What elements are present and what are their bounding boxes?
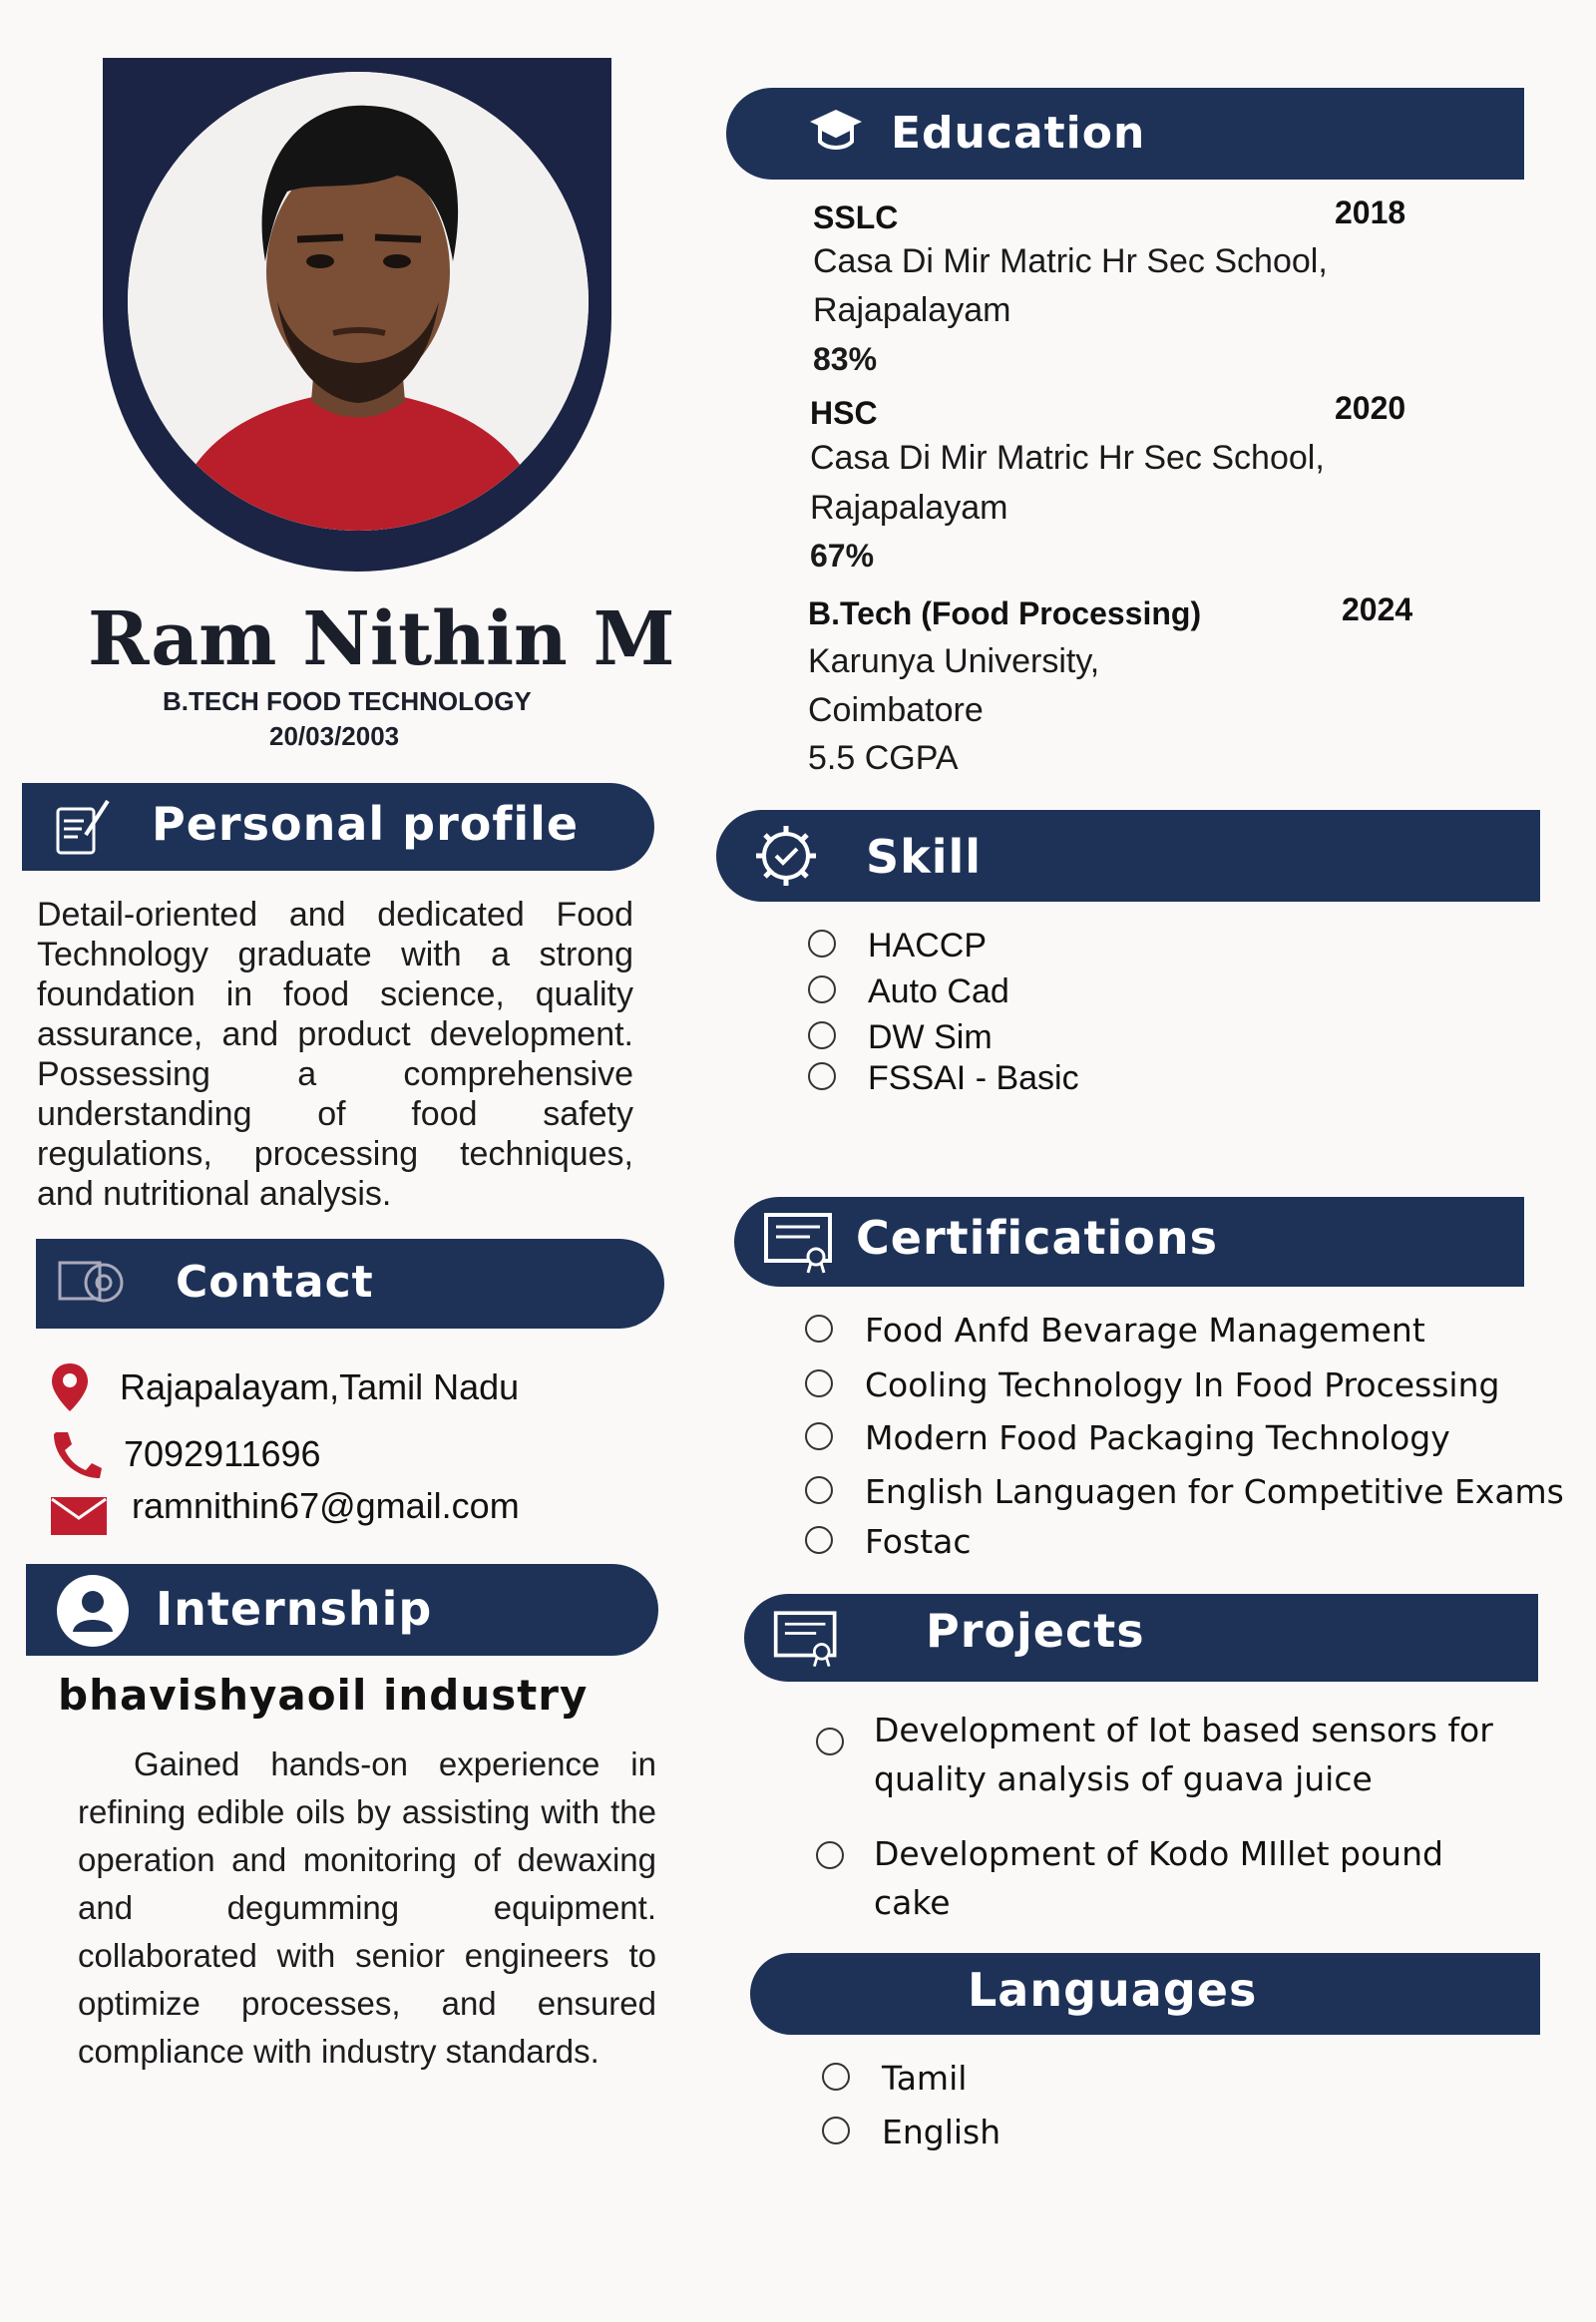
language-item [822, 2109, 1000, 2156]
gear-check-icon [752, 822, 820, 890]
certification-label: Cooling Technology In Food Processing [865, 1365, 1500, 1404]
degree-label: B.TECH FOOD TECHNOLOGY [163, 686, 532, 716]
contact-email [50, 1485, 520, 1536]
envelope-icon [50, 1496, 108, 1536]
project-line: Development of Iot based sensors for [874, 1711, 1493, 1749]
bullet-circle [808, 1062, 836, 1090]
languages-section-title: Languages [968, 1963, 1258, 2017]
education-year: 2018 [1335, 194, 1406, 230]
skill-item [808, 1054, 1079, 1102]
bullet-circle [805, 1422, 833, 1450]
certifications-section-header [734, 1197, 1524, 1287]
education-location: Rajapalayam [813, 291, 1011, 329]
skill-label: HACCP [868, 927, 988, 965]
certification-item [805, 1307, 1425, 1354]
skill-item [808, 968, 1009, 1015]
skill-section-title: Skill [866, 830, 983, 884]
location-text: Rajapalayam,Tamil Nadu [120, 1366, 520, 1407]
contact-phone [50, 1428, 321, 1480]
education-score: 83% [813, 341, 878, 377]
profile-summary: Detail-oriented and dedicated Food Technology graduate with a strong foundation in food science, quality assurance, and product development. Possessing a comprehensive understanding of food safety regulations, processing techniques, and nutritional analysis. [37, 896, 633, 1213]
bullet-circle [822, 2063, 850, 2091]
skill-label: FSSAI - Basic [868, 1059, 1079, 1097]
skill-label: DW Sim [868, 1018, 993, 1056]
email-text: ramnithin67@gmail.com [132, 1485, 520, 1526]
education-year: 2024 [1342, 591, 1413, 627]
certification-item [805, 1518, 972, 1566]
projects-section-header [744, 1594, 1538, 1682]
education-location: Rajapalayam [810, 489, 1008, 527]
profile-photo [128, 72, 589, 531]
certification-label: Fostac [865, 1522, 972, 1561]
contact-section-header [36, 1239, 664, 1329]
internship-section-header [26, 1564, 658, 1656]
phone-text: 7092911696 [124, 1433, 321, 1474]
bullet-circle [805, 1315, 833, 1343]
certifications-section-title: Certifications [856, 1211, 1218, 1265]
education-score: 67% [810, 538, 875, 574]
certificate-icon [762, 1211, 838, 1275]
internship-description: Gained hands-on experience in refining edible oils by assisting with the operation and monitoring of dewaxing and degumming equipment. collaborated with senior engineers to optimize processes, and ensured compliance with industry standards. [78, 1745, 656, 2070]
certification-item [805, 1468, 1564, 1516]
education-score: 5.5 CGPA [808, 739, 959, 777]
bullet-circle [805, 1369, 833, 1397]
bullet-circle [808, 1021, 836, 1049]
map-pin-icon [50, 1361, 90, 1413]
date-of-birth: 20/03/2003 [269, 721, 400, 751]
languages-section-header [750, 1953, 1540, 2035]
project-item [816, 1706, 1493, 1803]
education-section-title: Education [891, 108, 1146, 159]
skill-item [808, 922, 987, 969]
certification-item [805, 1361, 1499, 1409]
email-at-icon [58, 1257, 130, 1311]
language-label: Tamil [882, 2059, 968, 2098]
certification-label: Food Anfd Bevarage Management [865, 1311, 1425, 1350]
certification-label: Modern Food Packaging Technology [865, 1418, 1450, 1457]
contact-location [50, 1361, 519, 1413]
bullet-circle [805, 1526, 833, 1554]
profile-section-header [22, 783, 654, 871]
project-line: Development of Kodo MIllet pound [874, 1834, 1443, 1873]
education-section-header [726, 88, 1524, 180]
bullet-circle [816, 1841, 844, 1869]
education-institution: Casa Di Mir Matric Hr Sec School, [810, 439, 1325, 477]
phone-icon [50, 1428, 104, 1480]
user-icon [56, 1574, 130, 1648]
education-title: HSC [810, 395, 878, 431]
projects-section-title: Projects [926, 1604, 1145, 1658]
project-line: cake [874, 1883, 951, 1922]
education-institution: Casa Di Mir Matric Hr Sec School, [813, 242, 1328, 280]
certificate-icon [772, 1606, 842, 1672]
bullet-circle [808, 975, 836, 1003]
certification-item [805, 1414, 1450, 1462]
education-institution: Karunya University, [808, 642, 1100, 680]
skill-label: Auto Cad [868, 972, 1009, 1010]
education-location: Coimbatore [808, 691, 984, 729]
project-line: quality analysis of guava juice [874, 1759, 1373, 1798]
profile-section-title: Personal profile [152, 797, 580, 851]
internship-section-title: Internship [156, 1582, 433, 1636]
graduation-cap-icon [808, 106, 864, 158]
language-label: English [882, 2113, 1001, 2151]
bullet-circle [808, 930, 836, 958]
project-item [816, 1829, 1443, 1927]
bullet-circle [822, 2117, 850, 2144]
education-title: B.Tech (Food Processing) [808, 595, 1202, 631]
bullet-circle [805, 1476, 833, 1504]
certification-label: English Languagen for Competitive Exams [865, 1472, 1564, 1511]
bullet-circle [816, 1728, 844, 1755]
candidate-name: Ram Nithin M [88, 596, 675, 682]
internship-company: bhavishyaoil industry [58, 1671, 589, 1720]
education-title: SSLC [813, 199, 899, 235]
contact-section-title: Contact [176, 1257, 374, 1308]
resume-quill-icon [50, 795, 112, 859]
education-year: 2020 [1335, 390, 1406, 426]
skill-section-header [716, 810, 1540, 902]
language-item [822, 2055, 967, 2103]
